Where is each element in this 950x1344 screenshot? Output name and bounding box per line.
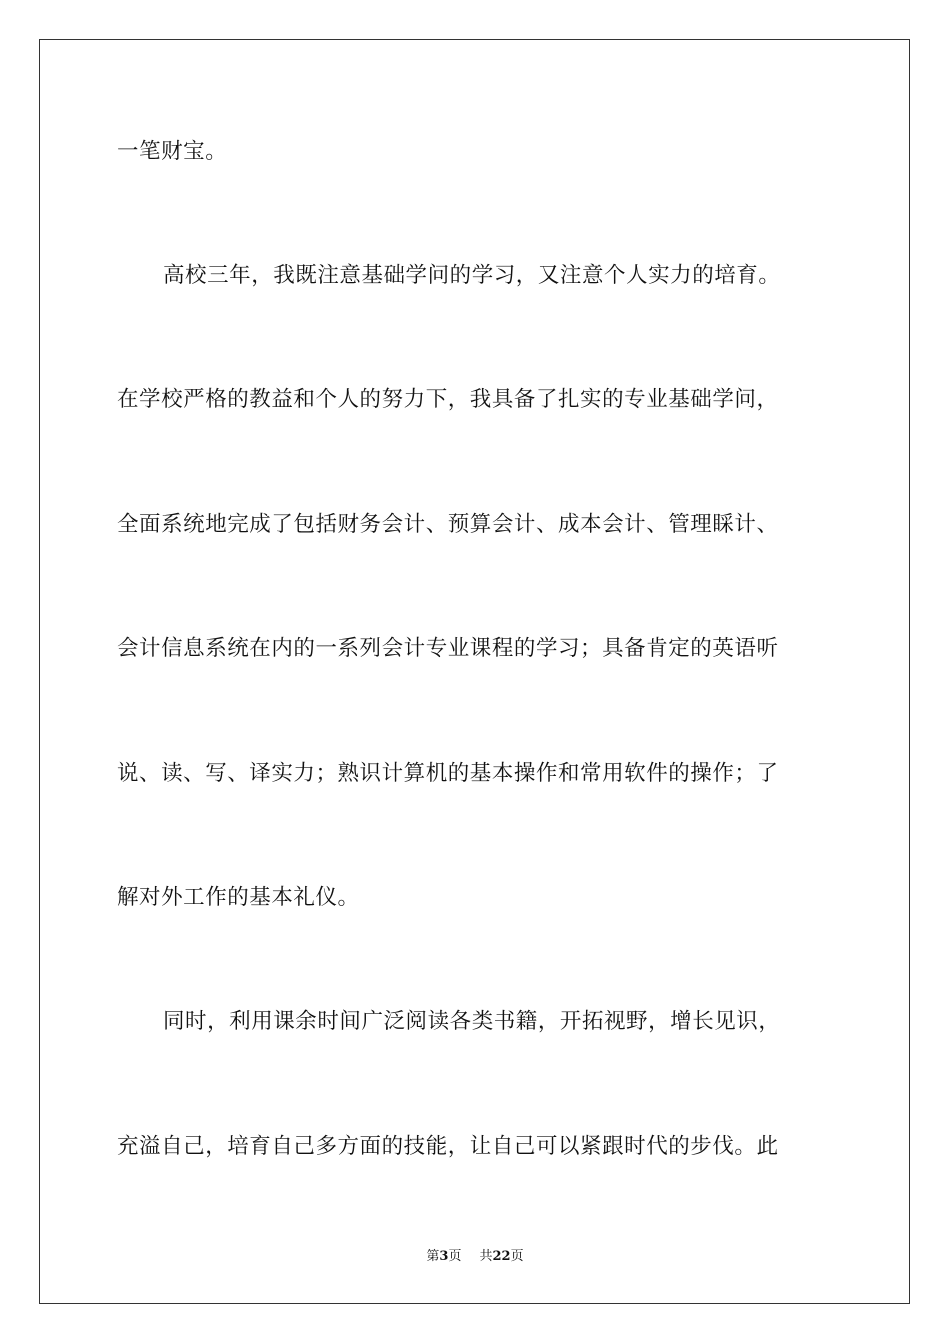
text-line-2: 高校三年，我既注意基础学问的学习，又注意个人实力的培育。: [163, 263, 781, 288]
page-number: 3: [439, 1249, 449, 1264]
text-line-9: 充溢自己，培育自己多方面的技能，让自己可以紧跟时代的步伐。此: [117, 1134, 779, 1159]
text-line-8: 同时，利用课余时间广泛阅读各类书籍，开拓视野，增长见识，: [163, 1009, 781, 1034]
page-prefix: 第: [426, 1249, 440, 1264]
text-line-6: 说、读、写、译实力；熟识计算机的基本操作和常用软件的操作；了: [117, 761, 779, 786]
text-line-7: 解对外工作的基本礼仪。: [117, 885, 360, 910]
page-suffix: 页: [448, 1249, 462, 1264]
total-pages: 22: [492, 1249, 511, 1264]
page-frame: [39, 39, 910, 1304]
text-line-4: 全面系统地完成了包括财务会计、预算会计、成本会计、管理睬计、: [117, 512, 779, 537]
text-line-1: 一笔财宝。: [117, 139, 228, 164]
text-line-5: 会计信息系统在内的一系列会计专业课程的学习；具备肯定的英语听: [117, 636, 779, 661]
text-line-3: 在学校严格的教益和个人的努力下，我具备了扎实的专业基础学问，: [117, 387, 779, 412]
total-prefix: 共: [479, 1249, 493, 1264]
page-footer: [0, 1245, 950, 1264]
total-suffix: 页: [510, 1249, 524, 1264]
